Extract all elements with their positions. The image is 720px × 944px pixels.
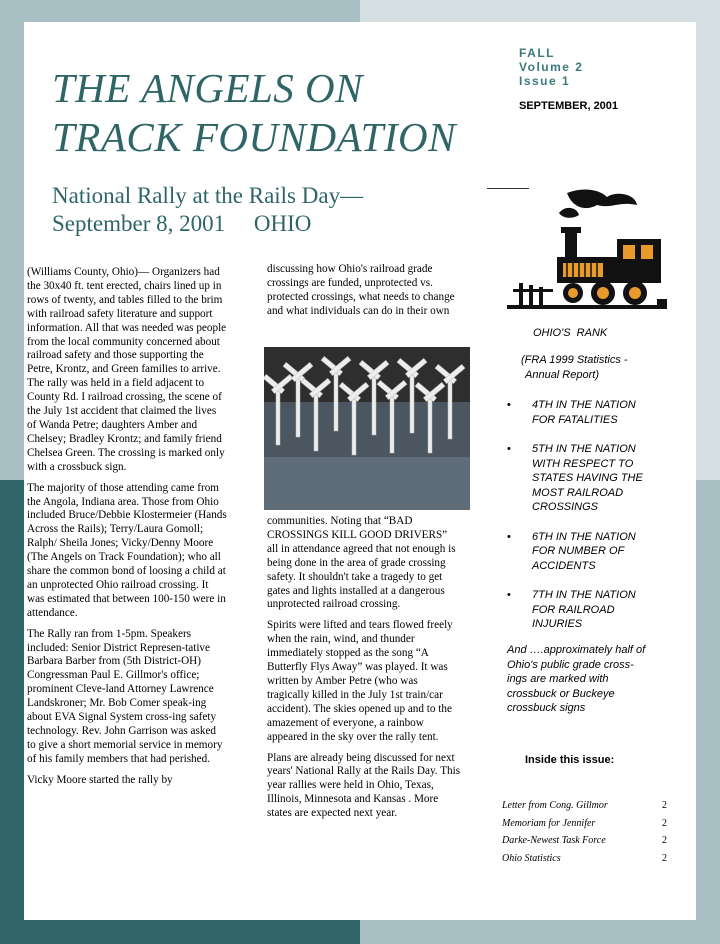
rank-item-line: FOR FATALITIES (532, 413, 618, 426)
issue-date: SEPTEMBER, 2001 (519, 100, 619, 112)
rank-item-line: 7TH IN THE NATION (532, 589, 636, 601)
rank-item (504, 530, 664, 574)
rank-item (504, 442, 664, 515)
note-line: crossbuck signs (507, 702, 586, 714)
toc-item (502, 815, 667, 833)
bullet-icon: • (507, 589, 511, 601)
bullet-icon: • (507, 443, 511, 455)
article-paragraph: Plans are already being discussed for next years' National Rally at the Rails Day. This year rallies were held in Ohio, Texas, Illinois, Minnesota and Kansas . More states are expected next year. (267, 751, 461, 820)
article-paragraph: Spirits were lifted and tears flowed freely when the rain, wind, and thunder immediately stopped as the song “A Butterfly Flys Away” was played. It was written by Amber Petre (who was tragically killed in the July 1st train/car accident). The skies opened up and to the amazement of everyone, a rainbow appeared in the sky over the rally tent. (267, 619, 453, 743)
rank-item-line: INJURIES (532, 618, 583, 630)
inside-issue-title: Inside this issue: (525, 754, 615, 766)
article-column-2-bottom (267, 515, 461, 828)
rank-item-line: 5TH IN THE NATION (532, 443, 636, 455)
toc-item (502, 797, 667, 815)
train-icon (507, 187, 667, 317)
toc-item-label: Darke-Newest Task Force (502, 835, 606, 846)
toc-item (502, 850, 667, 868)
note-line: ings are marked with (507, 673, 609, 685)
newsletter-title (52, 64, 512, 162)
article-paragraph: The majority of those attending came from the Angola, Indiana area. Those from Ohio included Bruce/Debbie Klostermeier (Hands Across the Rails); Terry/Laura Gomoll; Ralph/ Sheila Jones; Vicky/Denny Moore (The Angels on Track Foundation); who all share the common bond of loosing a child at an unprotected Ohio railroad crossing. It was estimated that between 100-150 were in attendance. (27, 481, 227, 619)
article-paragraph: communities. Noting that “BAD CROSSINGS KILL GOOD DRIVERS” all in attendance agreed that not enough is being done in the area of grade crossing safety. It shouldn't take a tragedy to get gates and lights installed at a dangerous unprotected railroad crossing. (267, 515, 456, 611)
rank-item (504, 588, 664, 632)
toc-item-page: 2 (662, 835, 667, 846)
rank-item-line: FOR RAILROAD (532, 603, 615, 616)
inside-issue-list (502, 797, 667, 867)
toc-item-page: 2 (662, 852, 667, 864)
fra-source-line-1: (FRA 1999 Statistics - (521, 354, 628, 366)
article-paragraph: The Rally ran from 1-5pm. Speakers included: Senior District Represen-tative Barbara Barber from (5th District-OH) Congressman Paul E. Gillmor's office; prominent Cleve-land Attorney Lawrence Landskroner; Mr. Bob Comer speak-ing about EVA Signal System cross-ing safety technology. Rev. John Garrison was asked to give a short memorial service in memory of his family members that had perished. (27, 627, 223, 765)
note-line: crossbuck or Buckeye (507, 687, 615, 700)
newsletter-title-line-1: THE ANGELS ON (52, 65, 364, 111)
newsletter-title-line-2: TRACK FOUNDATION (52, 114, 456, 160)
issue-info (519, 46, 583, 88)
headline-line-2: September 8, 2001 OHIO (52, 211, 312, 236)
newsletter-page (24, 22, 696, 920)
rank-item-line: 6TH IN THE NATION (532, 530, 636, 543)
rank-item-line: WITH RESPECT TO (532, 457, 634, 470)
rank-item-line: MOST RAILROAD (532, 486, 624, 499)
article-column-1 (27, 266, 227, 795)
article-column-2-top (267, 263, 461, 326)
fra-source (521, 353, 651, 382)
toc-item-label: Ohio Statistics (502, 852, 561, 864)
article-paragraph: discussing how Ohio's railroad grade crossings are funded, unprotected vs. protected crossings, what needs to change and what individuals can do in their own (267, 263, 455, 317)
ohio-rank-list (504, 398, 664, 647)
crossbuck-note (507, 643, 667, 716)
toc-item (502, 832, 667, 850)
article-paragraph: Vicky Moore started the rally by (27, 773, 173, 786)
headline-line-1: National Rally at the Rails Day— (52, 183, 364, 208)
bullet-icon: • (507, 530, 511, 543)
issue-number: Issue 1 (519, 74, 571, 88)
rank-item-line: 4TH IN THE NATION (532, 399, 636, 411)
toc-item-label: Memoriam for Jennifer (502, 817, 596, 829)
bullet-icon: • (507, 399, 511, 411)
issue-volume: Volume 2 (519, 60, 584, 74)
crossbuck-photo-illustration (264, 347, 470, 510)
article-headline (52, 182, 492, 238)
ohio-rank-title: OHIO'S RANK (533, 327, 608, 339)
memorial-crosses-photo (264, 347, 470, 510)
rank-item-line: CROSSINGS (532, 501, 599, 513)
issue-season: FALL (519, 46, 555, 60)
toc-item-page: 2 (662, 817, 667, 829)
rank-item-line: ACCIDENTS (532, 559, 596, 572)
article-paragraph: (Williams County, Ohio)— Organizers had the 30x40 ft. tent erected, chairs lined up in rows of twenty, and tables filled to the brim with railroad safety literature and support information. All that was needed was people from the local community concerned about railroad safety and those supporting the Petre, Krontz, and Green families to arrive. The rally was held in a field adjacent to County Rd. I railroad crossing, the scene of the July 1st accident that claimed the lives of Wanda Petre; daughters Amber and Chelsey; Bradley Krontz; and family friend Chelsea Green. The crossing is marked only with a crossbuck sign. (27, 266, 227, 473)
rank-item-line: FOR NUMBER OF (532, 545, 625, 557)
rank-item (504, 398, 664, 427)
note-line: And ….approximately half of (507, 644, 646, 656)
fra-source-line-2: Annual Report) (525, 368, 599, 381)
rank-item-line: STATES HAVING THE (532, 472, 643, 484)
note-line: Ohio's public grade cross- (507, 658, 634, 671)
toc-item-page: 2 (662, 800, 667, 811)
toc-item-label: Letter from Cong. Gillmor (502, 800, 608, 811)
